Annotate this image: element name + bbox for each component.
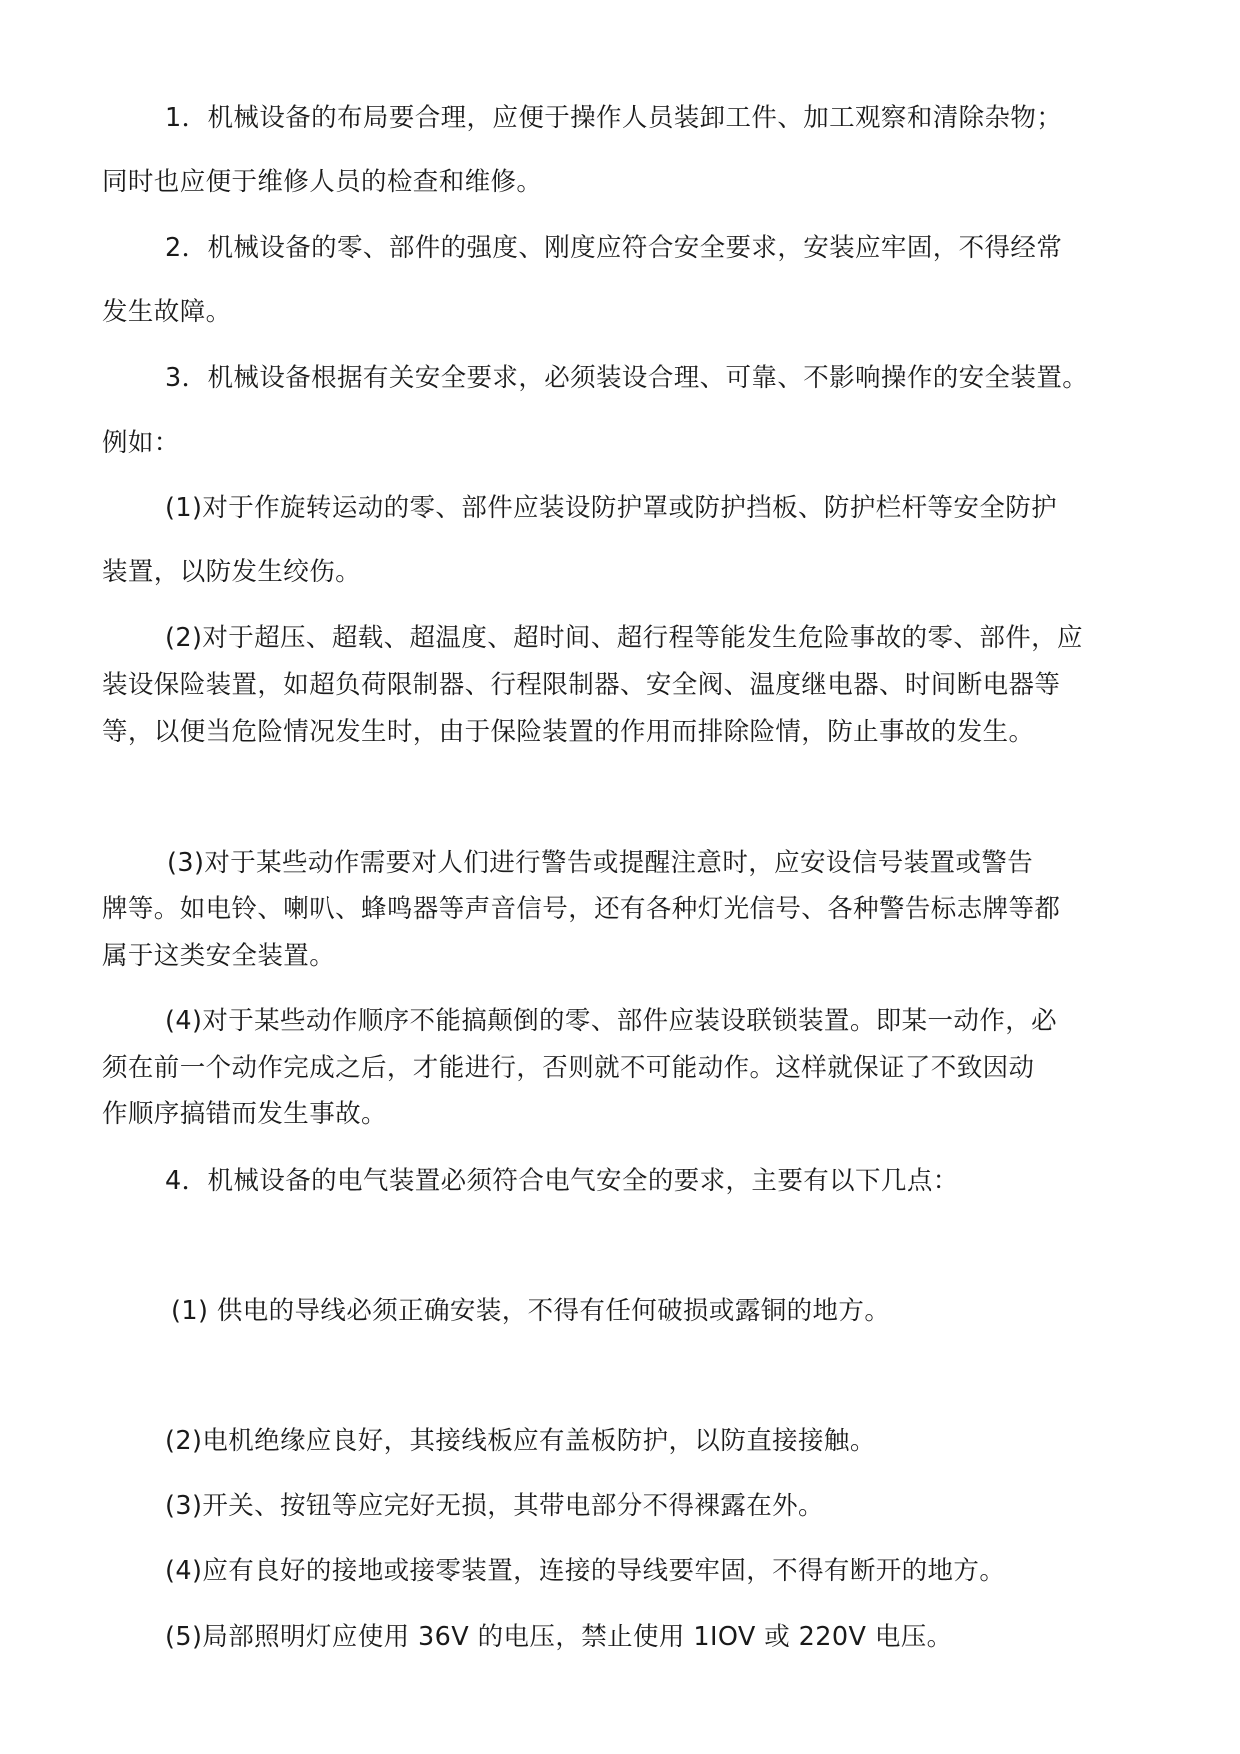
paragraph-3-line-2: 例如： (102, 428, 180, 458)
item-3-2-line-3: 等，以便当危险情况发生时，由于保险装置的作用而排除险情，防止事故的发生。 (102, 717, 1035, 747)
item-3-3-line-2: 牌等。如电铃、喇叭、蜂鸣器等声音信号，还有各种灯光信号、各种警告标志牌等都 (102, 894, 1061, 924)
item-3-1-line-1: (1)对于作旋转运动的零、部件应装设防护罩或防护挡板、防护栏杆等安全防护 (165, 493, 1058, 523)
item-3-4-line-1: (4)对于某些动作顺序不能搞颠倒的零、部件应装设联锁装置。即某一动作，必 (165, 1006, 1058, 1036)
item-4-2: (2)电机绝缘应良好，其接线板应有盖板防护，以防直接接触。 (165, 1426, 876, 1456)
item-4-5: (5)局部照明灯应使用 36V 的电压，禁止使用 1IOV 或 220V 电压。 (165, 1622, 953, 1652)
paragraph-4-line-1: 4．机械设备的电气装置必须符合电气安全的要求，主要有以下几点： (165, 1166, 959, 1196)
item-3-1-line-2: 装置，以防发生绞伤。 (102, 557, 362, 587)
paragraph-1-line-2: 同时也应便于维修人员的检查和维修。 (102, 167, 543, 197)
item-4-4: (4)应有良好的接地或接零装置，连接的导线要牢固，不得有断开的地方。 (165, 1556, 1006, 1586)
item-3-4-line-2: 须在前一个动作完成之后，才能进行，否则就不可能动作。这样就保证了不致因动 (102, 1053, 1035, 1083)
paragraph-2-line-1: 2．机械设备的零、部件的强度、刚度应符合安全要求，安装应牢固，不得经常 (165, 233, 1063, 263)
paragraph-2-line-2: 发生故障。 (102, 297, 232, 327)
item-3-3-line-3: 属于这类安全装置。 (102, 941, 336, 971)
item-4-1: (1) 供电的导线必须正确安装，不得有任何破损或露铜的地方。 (171, 1296, 891, 1326)
item-4-3: (3)开关、按钮等应完好无损，其带电部分不得裸露在外。 (165, 1491, 824, 1521)
item-3-2-line-2: 装设保险装置，如超负荷限制器、行程限制器、安全阀、温度继电器、时间断电器等 (102, 670, 1061, 700)
item-3-3-line-1: (3)对于某些动作需要对人们进行警告或提醒注意时，应安设信号装置或警告 (167, 848, 1034, 878)
item-3-4-line-3: 作顺序搞错而发生事故。 (102, 1099, 387, 1129)
paragraph-3-line-1: 3．机械设备根据有关安全要求，必须装设合理、可靠、不影响操作的安全装置。 (165, 363, 1089, 393)
item-3-2-line-1: (2)对于超压、超载、超温度、超时间、超行程等能发生危险事故的零、部件，应 (165, 623, 1083, 653)
paragraph-1-line-1: 1．机械设备的布局要合理，应便于操作人员装卸工件、加工观察和清除杂物； (165, 103, 1063, 133)
